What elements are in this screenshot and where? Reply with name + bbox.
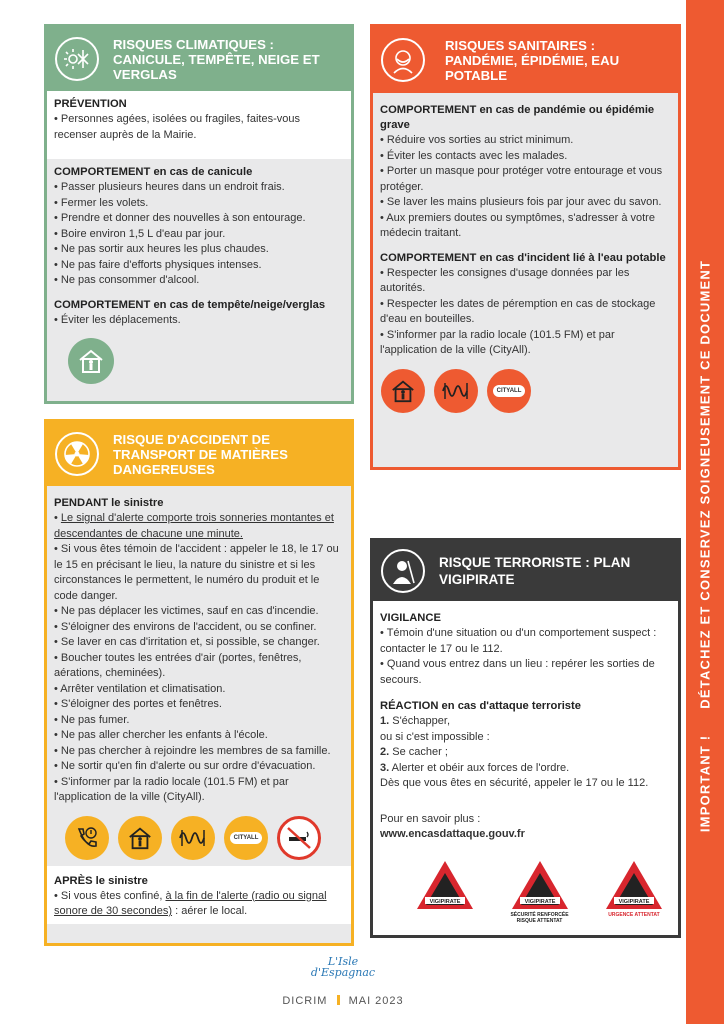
cityall-label: CITYALL [230,832,263,844]
list-item: • Porter un masque pour protéger votre entourage et vous protéger. [380,165,663,193]
canicule-title: COMPORTEMENT en cas de canicule [54,166,253,178]
reaction-step-1 [380,714,671,730]
tmd-header [47,422,351,486]
reaction-step-3 [380,761,671,777]
list-item: • Prendre et donner des nouvelles à son entourage. [54,212,306,224]
list-item: • Se laver les mains plusieurs fois par jour avec du savon. [380,196,662,208]
step-text: S'échapper, [389,715,450,727]
footer-separator [337,995,340,1005]
vigipirate-logos [373,849,678,924]
list-item: • Si vous êtes témoin de l'accident : appeler le 18, le 17 ou le 15 en précisant le lieu, la nature du sinistre et si les circonstances le permettent, le numéro du produit et le code danger. [54,543,339,602]
house-shelter-icon [381,369,425,413]
list-item: • S'éloigner des environs de l'accident, ou se confiner. [54,620,317,633]
footer-meta [0,995,686,1007]
step-text: Alerter et obéir aux forces de l'ordre. [389,761,570,774]
side-band [686,0,724,1024]
sanitaire-title: RISQUES SANITAIRES : PANDÉMIE, ÉPIDÉMIE, EAU POTABLE [445,37,620,83]
list-item: • Ne sortir qu'en fin d'alerte ou sur ordre d'évacuation. [54,760,316,772]
reaction-section [373,694,678,798]
climat-title: RISQUES CLIMATIQUES : CANICULE, TEMPÊTE, NEIGE ET VERGLAS [113,36,320,82]
radiation-icon [55,432,99,476]
list-item: • Ne pas faire d'efforts physiques intenses. [54,258,262,271]
tmd-icons [47,812,351,866]
step-number: 3. [380,761,390,774]
reaction-or: ou si c'est impossible : [380,730,490,743]
list-item: • S'informer par la radio locale (101.5 FM) et par l'application de la ville (CityAll). [380,328,615,356]
list-item: • Fermer les volets. [54,196,149,209]
list-item: • Réduire vos sorties au strict minimum. [380,134,574,146]
list-item: • Ne pas chercher à rejoindre les membres de sa famille. [54,744,331,757]
house-shelter-icon [118,816,162,860]
list-item: • S'éloigner des portes et fenêtres. [54,698,222,710]
house-shelter-icon [68,338,114,384]
pendant-title: PENDANT le sinistre [54,497,164,509]
footer-date: MAI 2023 [348,995,404,1007]
step-number: 1. [380,715,390,727]
cityall-label: CITYALL [493,385,526,397]
soldier-icon [381,549,425,593]
info-section [373,798,678,849]
reaction-step-2 [380,745,671,761]
terro-card [370,538,681,938]
terro-title: RISQUE TERRORISTE : PLAN VIGIPIRATE [439,555,631,587]
list-item: • Boire environ 1,5 L d'eau par jour. [54,227,226,240]
apres-text [54,889,344,920]
list-item: • Respecter les consignes d'usage données par les autorités. [380,266,630,294]
logo-line-1: L'Isle [327,955,359,968]
list-item: • Ne pas consommer d'alcool. [54,274,200,286]
list-item: • Ne pas fumer. [54,713,130,726]
apres-underlined: à la fin de l'alerte (radio ou signal sonore de 30 secondes) [54,889,327,917]
sun-snowflake-icon [55,37,99,81]
list-item: • Éviter les contacts avec les malades. [380,149,568,162]
footer-logo [0,956,686,978]
apres-suffix: : aérer le local. [172,905,248,917]
canicule-section [47,159,351,390]
vigilance-section [373,601,678,694]
cityall-app-icon [487,369,531,413]
list-item: • Se laver en cas d'irritation et, si possible, se changer. [54,636,320,648]
prevention-title: PRÉVENTION [54,98,127,110]
footer-doc: DICRIM [282,995,328,1007]
vigipirate-logo-urgence [602,859,666,924]
logo-line-2: d'Espagnac [310,966,376,979]
vigipirate-label: VIGIPIRATE [429,898,461,905]
reaction-end: Dès que vous êtes en sécurité, appeler le 17 ou le 112. [380,777,649,789]
sanitaire-icons [373,365,678,419]
side-text [698,260,713,832]
vigilance-title: VIGILANCE [380,612,441,624]
no-smoking-icon [277,816,321,860]
sanitaire-header [373,27,678,93]
masked-person-icon [381,38,425,82]
prevention-text: • Personnes agées, isolées ou fragiles, faites-vous recenser auprès de la Mairie. [54,113,300,141]
prevention-section [47,91,351,159]
climat-card [44,24,354,404]
pendant-section [47,486,351,812]
eau-title: COMPORTEMENT en cas d'incident lié à l'eau potable [380,251,666,264]
apres-prefix: • Si vous êtes confiné, [54,889,166,902]
vigipirate-caption: SÉCURITÉ RENFORCÉE RISQUE ATTENTAT [510,911,569,924]
alert-signal-item: • Le signal d'alerte comporte trois sonneries montantes et descendantes de chacune une minute. [54,512,334,540]
step-text: Se cacher ; [389,746,448,758]
phone-alert-icon [65,816,109,860]
side-important: IMPORTANT ! [697,734,713,833]
pandemie-section [373,93,678,365]
apres-title: APRÈS le sinistre [54,874,148,887]
vigipirate-label: VIGIPIRATE [618,898,650,905]
list-item: • S'informer par la radio locale (101.5 FM) et par l'application de la ville (CityAll). [54,775,289,803]
sanitaire-card [370,24,681,470]
pandemie-title: COMPORTEMENT en cas de pandémie ou épidémie grave [380,104,655,131]
list-item: • Arrêter ventilation et climatisation. [54,682,226,695]
vigipirate-label: VIGIPIRATE [524,898,555,905]
vigipirate-caption: URGENCE ATTENTAT [608,911,660,918]
side-detach: DÉTACHEZ ET CONSERVEZ SOIGNEUSEMENT CE DOCUMENT [697,259,713,709]
vigipirate-logo [413,859,477,924]
tempete-title: COMPORTEMENT en cas de tempête/neige/verglas [54,298,326,311]
list-item: • Ne pas aller chercher les enfants à l'école. [54,729,268,741]
step-number: 2. [380,746,390,758]
list-item: • Ne pas sortir aux heures les plus chaudes. [54,243,269,255]
apres-section [47,866,351,924]
terro-header [373,541,678,601]
climat-header [47,27,351,91]
list-item: • Ne pas déplacer les victimes, sauf en cas d'incendie. [54,605,319,617]
list-item: • Aux premiers doutes ou symptômes, s'adresser à votre médecin traitant. [380,211,655,239]
tmd-card [44,419,354,946]
info-link[interactable]: www.encasdattaque.gouv.fr [380,828,525,840]
list-item: • Témoin d'une situation ou d'un comportement suspect : contacter le 17 ou le 112. [380,627,657,655]
alert-signal-text: Le signal d'alerte comporte trois sonneries montantes et descendantes de chacune une minute. [54,512,334,540]
cityall-app-icon [224,816,268,860]
radio-wave-icon [434,369,478,413]
list-item: • Boucher toutes les entrées d'air (portes, fenêtres, aérations, cheminées). [54,651,302,679]
tmd-title: RISQUE D'ACCIDENT DE TRANSPORT DE MATIÈRES DANGEREUSES [113,431,288,477]
list-item: • Passer plusieurs heures dans un endroit frais. [54,181,285,193]
list-item: • Éviter les déplacements. [54,313,181,326]
vigipirate-logo-renforcee [508,859,572,924]
radio-wave-icon [171,816,215,860]
info-label: Pour en savoir plus : [380,812,481,825]
list-item: • Respecter les dates de péremption en cas de stockage d'eau en bouteilles. [380,297,656,325]
reaction-title: RÉACTION en cas d'attaque terroriste [380,700,581,712]
list-item: • Quand vous entrez dans un lieu : repérer les sorties de secours. [380,658,655,686]
